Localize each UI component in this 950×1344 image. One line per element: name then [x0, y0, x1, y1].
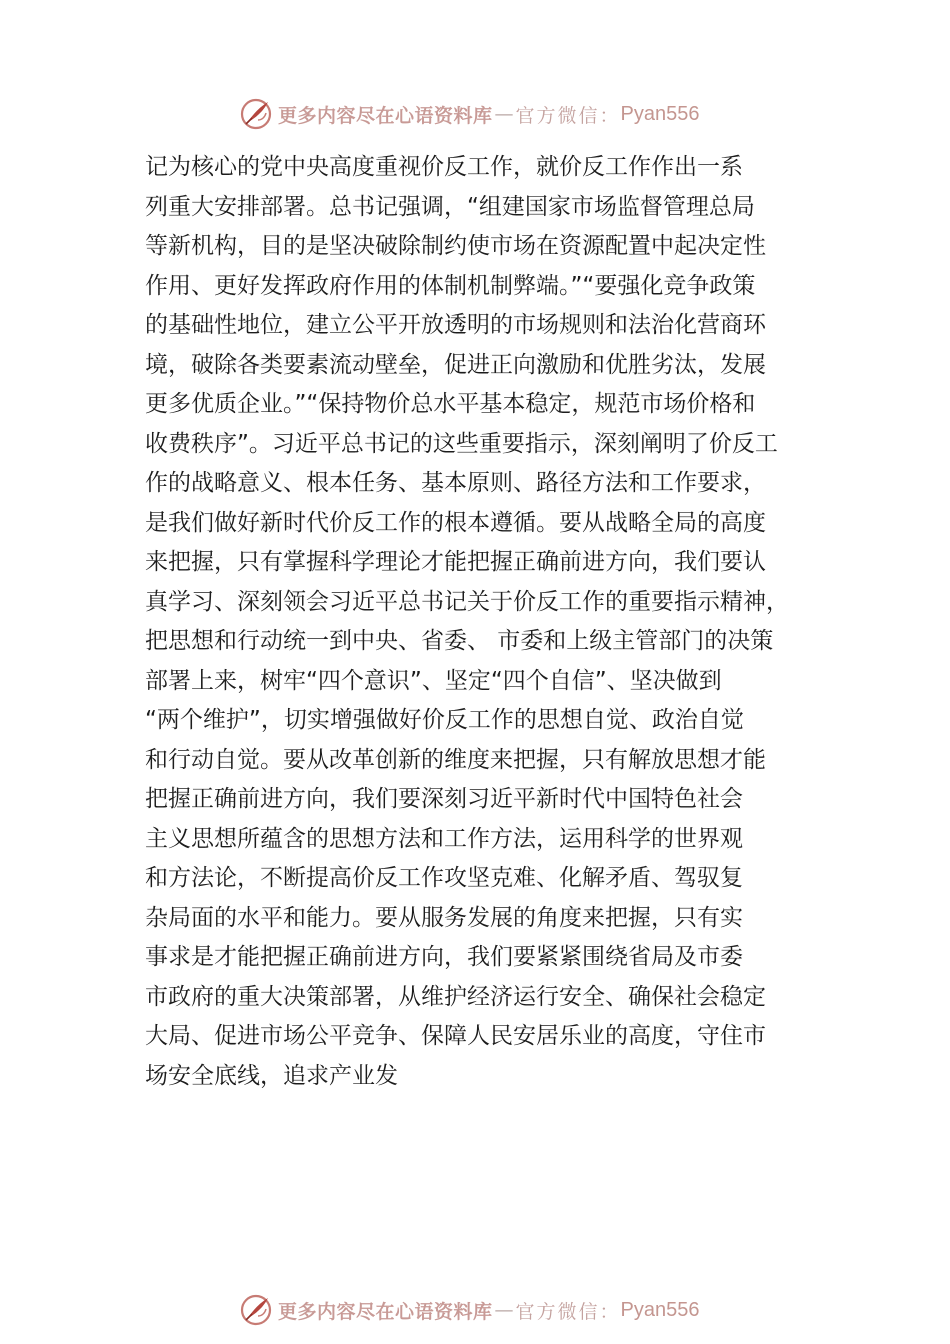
footer-brand-text: 更多内容尽在心语资料库: [278, 1300, 493, 1323]
text-line: 和行动自觉。要从改革创新的维度来把握，只有解放思想才能: [145, 746, 766, 773]
text-line: 境，破除各类要素流动壁垒，促进正向激励和优胜劣汰，发展: [145, 351, 766, 378]
text-line: 是我们做好新时代价反工作的根本遵循。要从战略全局的高度: [145, 509, 766, 536]
text-line: 作用、更好发挥政府作用的体制机制弊端。”“要强化竞争政策: [145, 272, 756, 299]
footer-wechat-label: 官方微信：: [515, 1300, 621, 1323]
quill-logo-icon: [238, 96, 274, 132]
footer-wechat-id: Pyan556: [620, 1298, 700, 1321]
text-line: 和方法论，不断提高价反工作攻坚克难、化解矛盾、驾驭复: [145, 865, 743, 891]
document-body: [145, 148, 835, 1096]
text-line: 记为核心的党中央高度重视价反工作，就价反工作作出一系: [145, 154, 743, 180]
text-line: 收费秩序”。习近平总书记的这些重要指示，深刻阐明了价反工: [145, 430, 778, 457]
text-line: 来把握，只有掌握科学理论才能把握正确前进方向，我们要认: [145, 549, 766, 575]
text-line: 场安全底线，追求产业发: [145, 1062, 398, 1089]
text-line: 的基础性地位，建立公平开放透明的市场规则和法治化营商环: [145, 312, 766, 338]
text-line: 作的战略意义、根本任务、基本原则、路径方法和工作要求，: [145, 470, 766, 496]
text-line: 等新机构，目的是坚决破除制约使市场在资源配置中起决定性: [145, 233, 766, 259]
text-line: 真学习、深刻领会习近平总书记关于价反工作的重要指示精神，: [145, 588, 789, 615]
text-line: 事求是才能把握正确前进方向，我们要紧紧围绕省局及市委: [145, 944, 743, 970]
footer-separator: —: [494, 1299, 514, 1321]
header-brand-text: 更多内容尽在心语资料库: [278, 104, 493, 127]
text-line: 市政府的重大决策部署，从维护经济运行安全、确保社会稳定: [145, 983, 766, 1010]
header-separator: —: [494, 103, 514, 125]
text-line: 把思想和行动统一到中央、省委、 市委和上级主管部门的决策: [145, 628, 774, 654]
text-line: 部署上来，树牢“四个意识”、坚定“四个自信”、坚决做到: [145, 667, 722, 694]
text-line: 更多优质企业。”“保持物价总水平基本稳定，规范市场价格和: [145, 391, 756, 417]
text-line: “两个维护”，切实增强做好价反工作的思想自觉、政治自觉: [145, 707, 744, 733]
text-line: 大局、促进市场公平竞争、保障人民安居乐业的高度，守住市: [145, 1023, 766, 1049]
footer-banner: [238, 1290, 738, 1330]
header-wechat-id: Pyan556: [620, 102, 700, 125]
text-line: 杂局面的水平和能力。要从服务发展的角度来把握，只有实: [145, 904, 743, 931]
text-line: 列重大安排部署。总书记强调，“组建国家市场监督管理总局: [145, 193, 755, 220]
header-banner: [238, 94, 738, 134]
text-line: 把握正确前进方向，我们要深刻习近平新时代中国特色社会: [145, 786, 743, 812]
header-wechat-label: 官方微信：: [515, 104, 621, 127]
quill-logo-icon: [238, 1292, 274, 1328]
text-line: 主义思想所蕴含的思想方法和工作方法，运用科学的世界观: [145, 825, 743, 852]
